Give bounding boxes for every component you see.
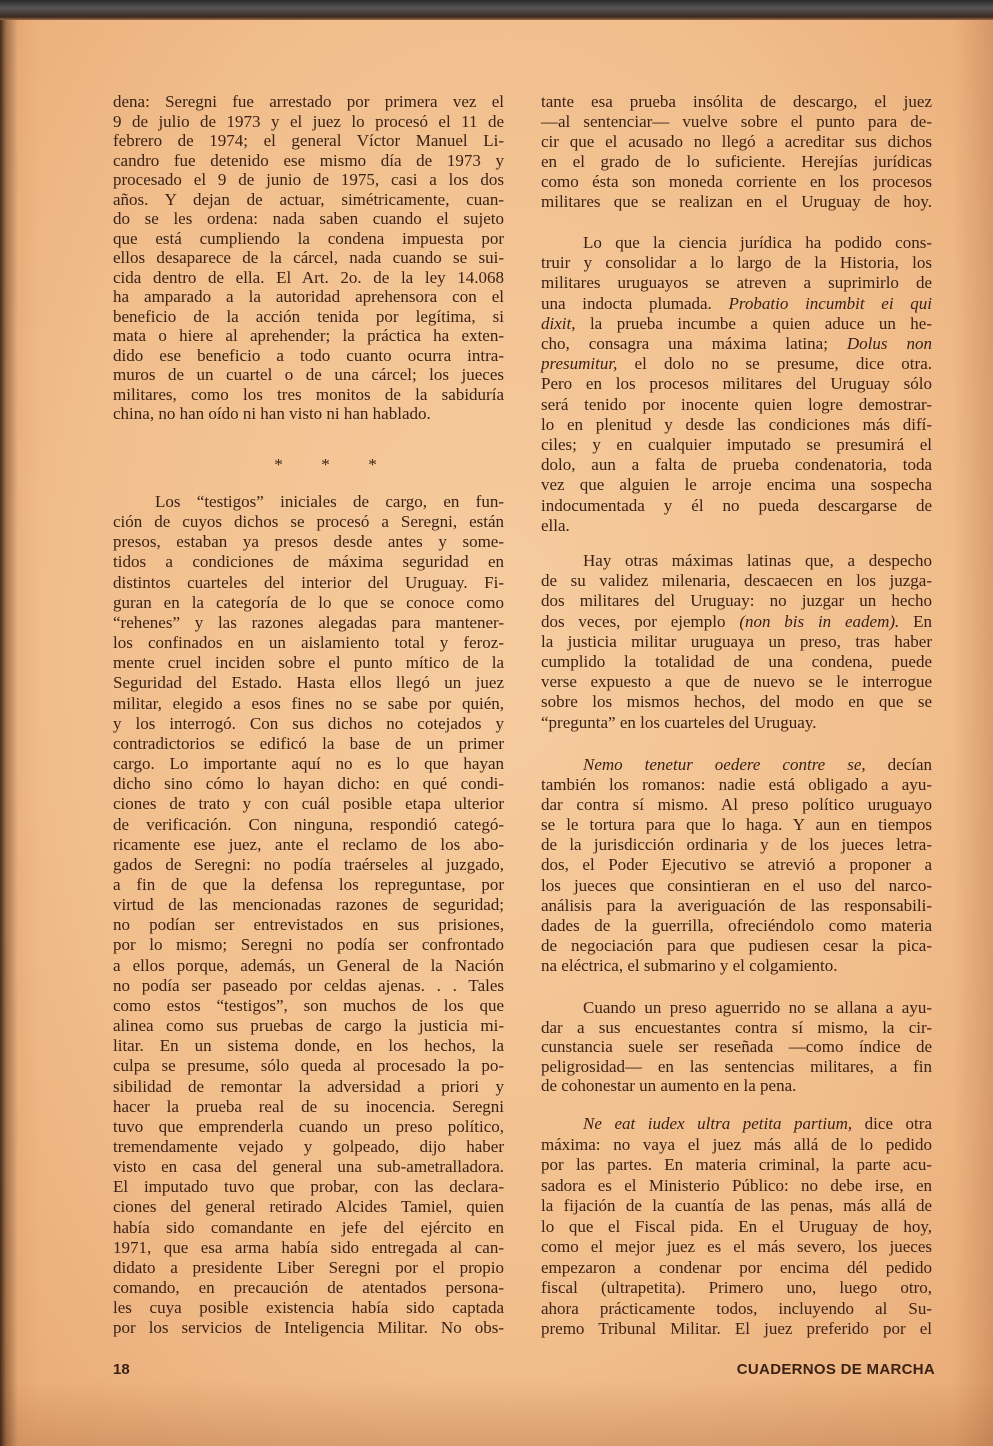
text-line bbox=[113, 346, 504, 366]
publication-name: CUADERNOS DE MARCHA bbox=[736, 1361, 935, 1378]
text-segment: lo que el Fiscal pida. En el Uruguay de hoy, bbox=[541, 1216, 932, 1236]
text-segment: ella. bbox=[541, 515, 570, 535]
text-segment: gados de Seregni: no podía traérseles al juzgado, bbox=[113, 854, 504, 874]
text-segment: cida dentro de ella. El Art. 2o. de la ley 14.068 bbox=[113, 267, 504, 287]
text-line bbox=[541, 713, 932, 733]
text-line bbox=[541, 294, 932, 314]
text-segment: ellos desaparece de la cárcel, nada cuando se sui- bbox=[113, 248, 504, 267]
text-segment: fiscal (ultrapetita). Primero uno, luego otro, bbox=[541, 1278, 932, 1297]
latin-phrase: Dolus non bbox=[846, 334, 933, 354]
text-segment: empezaron a condenar por encima dél pedido bbox=[541, 1257, 932, 1277]
text-segment: ahora prácticamente todos, incluyendo al Su- bbox=[541, 1298, 932, 1318]
text-segment: de negociación para que pudiesen cesar la pica- bbox=[541, 935, 932, 955]
text-line bbox=[541, 1299, 932, 1320]
text-segment: culpa se presume, sólo queda al procesado la po- bbox=[113, 1056, 504, 1076]
text-line bbox=[541, 1196, 932, 1217]
text-line bbox=[541, 253, 932, 273]
text-segment: de cohonestar un aumento en la pena. bbox=[541, 1076, 797, 1095]
text-line bbox=[541, 876, 932, 896]
text-segment: como ésta son moneda corriente en los procesos bbox=[541, 172, 932, 191]
text-segment: “pregunta” en los cuarteles del Uruguay. bbox=[541, 712, 817, 732]
text-segment: tante esa prueba insólita de descargo, el juez bbox=[541, 92, 932, 111]
text-segment: de la jurisdicción ordinaria y de los jueces letra- bbox=[541, 835, 932, 855]
text-line bbox=[113, 996, 504, 1016]
text-line bbox=[113, 1278, 504, 1298]
text-line bbox=[113, 794, 504, 814]
text-segment: por los servicios de Inteligencia Militar. No obs- bbox=[113, 1318, 504, 1338]
text-segment: decían bbox=[865, 755, 932, 774]
latin-phrase: presumitur, bbox=[541, 354, 618, 374]
text-segment: cunstancia suele ser reseñada —como índice de bbox=[541, 1037, 932, 1056]
text-line bbox=[113, 855, 504, 875]
text-segment: la justicia militar uruguaya un preso, tras haber bbox=[541, 631, 932, 651]
text-line bbox=[113, 1218, 504, 1238]
text-segment: militar, elegido a esos fines no se sabe por quién, bbox=[113, 693, 504, 713]
text-segment: dice otra bbox=[852, 1114, 932, 1133]
text-line bbox=[541, 314, 932, 334]
latin-phrase: Ne eat iudex ultra petita partium, bbox=[583, 1114, 853, 1133]
text-segment: candro fue detenido ese mismo día de 1973 y bbox=[113, 150, 504, 170]
text-line bbox=[113, 268, 504, 288]
text-segment: 1971, que esa arma había sido entregada al can- bbox=[113, 1237, 504, 1257]
latin-phrase: Nemo tenetur oedere contre se, bbox=[583, 755, 866, 774]
text-segment: contradictorios se edificó la base de un primer bbox=[113, 733, 504, 753]
text-segment: En bbox=[899, 611, 932, 631]
text-segment: tidos a condiciones de máxima seguridad en bbox=[113, 552, 504, 572]
text-line bbox=[113, 734, 504, 754]
text-line bbox=[113, 552, 504, 572]
text-segment: a fin de que la defensa los repreguntase, por bbox=[113, 874, 504, 894]
text-line bbox=[541, 591, 932, 611]
text-segment: ción de cuyos dichos se procesó a Seregni, están bbox=[113, 512, 504, 532]
text-segment: ricamente ese juez, ante el reclamo de los abo- bbox=[113, 834, 504, 854]
text-segment: premo Tribunal Militar. El juez preferido por el bbox=[541, 1319, 932, 1338]
text-line bbox=[113, 1318, 504, 1338]
text-line bbox=[113, 815, 504, 835]
text-line bbox=[113, 1197, 504, 1217]
text-segment: a ellos porque, además, un General de la Nación bbox=[113, 955, 504, 975]
text-line bbox=[541, 92, 932, 112]
text-segment: como el mejor juez es el más severo, los jueces bbox=[541, 1237, 932, 1256]
text-segment: dos militares del Uruguay: no juzgar un hecho bbox=[541, 591, 932, 611]
text-line bbox=[113, 1258, 504, 1278]
text-segment: El imputado tuvo que probar, con las declara- bbox=[113, 1177, 504, 1197]
text-line bbox=[113, 365, 504, 385]
latin-phrase: dixit, bbox=[541, 313, 576, 333]
text-segment: dos, el Poder Ejecutivo se atrevió a proponer a bbox=[541, 855, 932, 875]
paragraph-continued bbox=[541, 92, 932, 212]
text-segment: tremendamente vejado y golpeado, dijo haber bbox=[113, 1137, 504, 1156]
text-line bbox=[541, 1176, 932, 1197]
text-segment: verse expuesto a que de nuevo se le interrogue bbox=[541, 672, 932, 692]
text-line bbox=[113, 714, 504, 734]
text-line bbox=[113, 653, 504, 673]
text-line bbox=[541, 855, 932, 875]
text-line bbox=[541, 815, 932, 835]
text-segment: análisis para la averiguación de las responsabili- bbox=[541, 895, 932, 915]
text-segment: de verificación. Con ninguna, respondió categó- bbox=[113, 814, 504, 834]
text-line bbox=[113, 1077, 504, 1097]
text-segment: vez que alguien le arroje encima una sospecha bbox=[541, 475, 932, 495]
text-line bbox=[541, 395, 932, 415]
text-segment: do se les ordena: nada saben cuando el sujeto bbox=[113, 209, 504, 228]
text-segment: Lo que la ciencia jurídica ha podido cons- bbox=[583, 233, 932, 252]
text-line bbox=[113, 248, 504, 268]
text-segment: Seguridad del Estado. Hasta ellos llegó un juez bbox=[113, 673, 504, 693]
text-line bbox=[113, 287, 504, 307]
text-line bbox=[541, 692, 932, 712]
text-line bbox=[541, 998, 932, 1018]
text-line bbox=[541, 435, 932, 455]
text-line bbox=[113, 593, 504, 613]
text-line bbox=[541, 354, 932, 374]
text-line bbox=[113, 112, 504, 132]
text-line bbox=[113, 385, 504, 405]
text-line bbox=[113, 875, 504, 895]
text-segment: dolo, aun a falta de prueba condenatoria, toda bbox=[541, 455, 932, 475]
text-segment: Pero en los procesos militares del Uruguay sólo bbox=[541, 374, 932, 394]
text-line bbox=[541, 632, 932, 652]
text-segment: Hay otras máximas latinas que, a despecho bbox=[583, 551, 932, 570]
text-line bbox=[541, 455, 932, 475]
text-line bbox=[541, 192, 932, 212]
text-line bbox=[113, 307, 504, 327]
text-segment: dar contra sí mismo. Al preso político uruguayo bbox=[541, 795, 932, 815]
text-line bbox=[113, 492, 504, 512]
text-segment: beneficio de la acción tenida por legítima, si bbox=[113, 306, 504, 326]
text-line bbox=[113, 1177, 504, 1197]
text-segment: dido ese beneficio a todo cuanto ocurra intra- bbox=[113, 345, 504, 365]
paragraph-ne-eat-iudex bbox=[541, 1114, 932, 1340]
text-line bbox=[113, 1238, 504, 1258]
text-line bbox=[541, 775, 932, 795]
text-segment: ciones de trato y con cuál posible etapa ulterior bbox=[113, 794, 504, 814]
text-segment: distintos cuarteles del interior del Uruguay. Fi- bbox=[113, 572, 504, 592]
text-line bbox=[541, 571, 932, 591]
text-line bbox=[541, 496, 932, 516]
text-segment: sadora es el Ministerio Público: no debe irse, en bbox=[541, 1175, 932, 1195]
text-line bbox=[541, 273, 932, 293]
text-segment: Los “testigos” iniciales de cargo, en fun- bbox=[155, 492, 504, 511]
text-line bbox=[113, 956, 504, 976]
text-line bbox=[541, 956, 932, 976]
text-line bbox=[113, 1097, 504, 1117]
text-line bbox=[541, 172, 932, 192]
text-segment: por las partes. En materia criminal, la parte acu- bbox=[541, 1155, 932, 1174]
text-line bbox=[541, 612, 932, 632]
scan-top-edge bbox=[0, 0, 993, 20]
text-segment: cargo. Lo importante aquí no es lo que hayan bbox=[113, 754, 504, 774]
text-segment: de su validez milenaria, descaecen en los juzga- bbox=[541, 571, 932, 591]
text-segment: febrero de 1974; el general Víctor Manuel Li- bbox=[113, 131, 504, 150]
text-segment: cho, consagra una máxima latina; bbox=[541, 334, 847, 354]
paragraph-continued bbox=[113, 92, 504, 424]
text-segment: los jueces que consintieran en el uso del narco- bbox=[541, 875, 932, 895]
text-segment: 9 de julio de 1973 y el juez lo procesó el 11 de bbox=[113, 111, 504, 131]
text-line bbox=[541, 1018, 932, 1038]
text-line bbox=[113, 209, 504, 229]
paragraph-nemo-tenetur bbox=[541, 755, 932, 976]
text-segment: alinea como sus pruebas de cargo la justicia mi- bbox=[113, 1016, 504, 1036]
text-segment: presos, estaban ya presos desde antes y some- bbox=[113, 532, 504, 552]
text-line bbox=[541, 152, 932, 172]
text-segment: sobre los mismos hechos, del modo en que se bbox=[541, 692, 932, 712]
text-line bbox=[541, 1155, 932, 1176]
text-line bbox=[113, 976, 504, 996]
text-line bbox=[113, 512, 504, 532]
section-separator bbox=[255, 455, 396, 475]
text-segment: el dolo no se presume, dice otra. bbox=[617, 354, 932, 374]
text-segment: como estos “testigos”, son muchos de los que bbox=[113, 995, 504, 1015]
text-line bbox=[113, 1298, 504, 1318]
text-segment: ha amparado a la autoridad aprehensora con el bbox=[113, 287, 504, 306]
latin-phrase: (non bis in eadem). bbox=[739, 611, 900, 631]
asterisk: * bbox=[274, 455, 283, 474]
text-line bbox=[113, 92, 504, 112]
latin-phrase: Probatio incumbit ei qui bbox=[728, 293, 932, 313]
text-segment: tuvo que emprenderla cuando un preso político, bbox=[113, 1116, 504, 1136]
text-segment: litar. En un sistema donde, en los hechos, la bbox=[113, 1036, 504, 1056]
text-segment: virtud de las mencionadas razones de seguridad; bbox=[113, 895, 504, 915]
text-line bbox=[113, 532, 504, 552]
text-segment: guran en la categoría de lo que se conoce como bbox=[113, 592, 504, 612]
text-segment: visto en casa del general una sub-ametralladora. bbox=[113, 1157, 504, 1177]
text-line bbox=[113, 915, 504, 935]
text-line bbox=[541, 835, 932, 855]
text-segment: truir y consolidar a lo largo de la Historia, los bbox=[541, 253, 932, 273]
paragraph-preso-aguerrido bbox=[541, 998, 932, 1096]
text-line bbox=[541, 551, 932, 571]
text-line bbox=[541, 1237, 932, 1258]
text-line bbox=[541, 1057, 932, 1077]
text-line bbox=[541, 516, 932, 536]
text-line bbox=[113, 131, 504, 151]
paragraph-ciencia-juridica bbox=[541, 233, 932, 536]
text-line bbox=[113, 613, 504, 633]
text-line bbox=[541, 112, 932, 132]
text-segment: ciones del general retirado Alcides Tamiel, quien bbox=[113, 1197, 504, 1217]
text-line bbox=[113, 673, 504, 693]
text-segment: militares que se realizan en el Uruguay de hoy. bbox=[541, 192, 932, 211]
asterisk: * bbox=[368, 455, 377, 474]
text-line bbox=[113, 895, 504, 915]
text-line bbox=[541, 334, 932, 354]
text-segment: mente cruel inciden sobre el punto mítico de la bbox=[113, 653, 504, 673]
text-line bbox=[541, 1114, 932, 1135]
text-line bbox=[113, 754, 504, 774]
text-segment: les cuya posible existencia había sido captada bbox=[113, 1298, 504, 1318]
text-line bbox=[541, 1319, 932, 1340]
text-segment: había sido comandante en jefe del ejército en bbox=[113, 1217, 504, 1237]
page-number: 18 bbox=[113, 1361, 130, 1378]
text-line bbox=[541, 1135, 932, 1156]
text-line bbox=[113, 1117, 504, 1137]
text-line bbox=[541, 795, 932, 815]
text-line bbox=[113, 1137, 504, 1157]
text-segment: militares, como los tres monitos de la sabiduría bbox=[113, 384, 504, 404]
text-line bbox=[541, 475, 932, 495]
text-segment: procesado el 9 de junio de 1975, casi a los dos bbox=[113, 170, 504, 189]
text-segment: mata o hiere al aprehender; la práctica ha exten- bbox=[113, 326, 504, 345]
text-line bbox=[113, 326, 504, 346]
text-segment: peligrosidad— en las sentencias militares, a fin bbox=[541, 1056, 932, 1076]
text-line bbox=[113, 774, 504, 794]
text-line bbox=[541, 1037, 932, 1057]
text-segment: que está cumpliendo la condena impuesta por bbox=[113, 228, 504, 248]
text-segment: dos veces, por ejemplo bbox=[541, 611, 740, 631]
text-segment: cumplido la totalidad de una condena, puede bbox=[541, 652, 932, 672]
text-segment: na eléctrica, el submarino y el colgamiento. bbox=[541, 955, 838, 975]
paragraph-testigos bbox=[113, 492, 504, 1339]
text-segment: cir que el acusado no llegó a acreditar sus dichos bbox=[541, 132, 932, 151]
text-line bbox=[113, 935, 504, 955]
text-line bbox=[113, 573, 504, 593]
text-line bbox=[541, 1278, 932, 1299]
text-segment: —al sentenciar— vuelve sobre el punto para de- bbox=[541, 112, 932, 131]
text-segment: en el grado de lo suficiente. Herejías jurídicas bbox=[541, 152, 932, 171]
text-line bbox=[541, 415, 932, 435]
text-line bbox=[113, 633, 504, 653]
text-line bbox=[541, 896, 932, 916]
text-segment: comando, en precaución de atentados persona- bbox=[113, 1278, 504, 1298]
text-segment: será tenido por inocente quien logre demostrar- bbox=[541, 394, 932, 414]
text-segment: se le tortura para que lo haga. Y aun en tiempos bbox=[541, 815, 932, 835]
text-segment: dena: Seregni fue arrestado por primera vez el bbox=[113, 92, 504, 111]
text-line bbox=[541, 916, 932, 936]
text-segment: ciles; y en cualquier imputado se presumirá el bbox=[541, 435, 932, 455]
text-segment: muros de un cuartel o de una cárcel; los jueces bbox=[113, 365, 504, 384]
text-segment: “rehenes” y las razones alegadas para mantener- bbox=[113, 612, 504, 632]
text-segment: también los romanos: nadie está obligado a ayu- bbox=[541, 775, 932, 795]
text-line bbox=[113, 835, 504, 855]
paragraph-maximas-latinas bbox=[541, 551, 932, 733]
text-segment: lo en plenitud y desde las condiciones más difí- bbox=[541, 414, 932, 434]
text-segment: una indocta plumada. bbox=[541, 293, 729, 313]
text-line bbox=[113, 229, 504, 249]
text-segment: dades de la guerrilla, ofreciéndolo como materia bbox=[541, 915, 932, 935]
text-line bbox=[113, 151, 504, 171]
text-segment: dar a sus encuestantes contra sí mismo, la cir- bbox=[541, 1017, 932, 1037]
asterisk: * bbox=[321, 455, 330, 474]
text-segment: no podía ser paseado por celdas ajenas. . . Tales bbox=[113, 975, 504, 995]
text-line bbox=[113, 694, 504, 714]
text-segment: no podían ser entrevistados en sus prisiones, bbox=[113, 915, 504, 935]
text-line bbox=[541, 132, 932, 152]
text-line bbox=[113, 1016, 504, 1036]
text-segment: los confinados en un aislamiento total y feroz- bbox=[113, 633, 504, 653]
text-segment: Cuando un preso aguerrido no se allana a ayu- bbox=[583, 998, 932, 1017]
text-segment: la prueba incumbe a quien aduce un he- bbox=[575, 313, 932, 333]
text-line bbox=[541, 233, 932, 253]
text-line bbox=[113, 1056, 504, 1076]
text-segment: la fijación de la cuantía de las penas, más allá de bbox=[541, 1196, 932, 1215]
text-line bbox=[113, 190, 504, 210]
text-segment: indocumentada y él no pueda descargarse de bbox=[541, 495, 932, 515]
text-segment: china, no han oído ni han visto ni han hablado. bbox=[113, 404, 431, 423]
text-line bbox=[541, 936, 932, 956]
text-segment: militares uruguayos se atreven a suprimirlo de bbox=[541, 273, 932, 293]
text-line bbox=[541, 1258, 932, 1279]
text-line bbox=[541, 1217, 932, 1238]
text-line bbox=[113, 170, 504, 190]
text-segment: máxima: no vaya el juez más allá de lo pedido bbox=[541, 1134, 932, 1154]
text-segment: dicho sino cómo lo hayan dicho: en qué condi- bbox=[113, 774, 504, 794]
text-line bbox=[541, 652, 932, 672]
text-segment: sibilidad de remontar la adversidad a priori y bbox=[113, 1076, 504, 1096]
text-segment: por lo mismo; Seregni no podía ser confrontado bbox=[113, 935, 504, 955]
text-line bbox=[113, 1036, 504, 1056]
text-segment: y los interrogó. Con sus dichos no cotejados y bbox=[113, 713, 504, 733]
text-line bbox=[113, 404, 504, 424]
text-line bbox=[541, 1076, 932, 1096]
text-segment: años. Y dejan de actuar, simétricamente, cuan- bbox=[113, 189, 504, 209]
text-line bbox=[541, 755, 932, 775]
text-line bbox=[113, 1157, 504, 1177]
text-segment: hacer la prueba real de su inocencia. Seregni bbox=[113, 1096, 504, 1116]
text-line bbox=[541, 672, 932, 692]
text-segment: didato a presidente Liber Seregni por el propio bbox=[113, 1257, 504, 1277]
text-line bbox=[541, 374, 932, 394]
